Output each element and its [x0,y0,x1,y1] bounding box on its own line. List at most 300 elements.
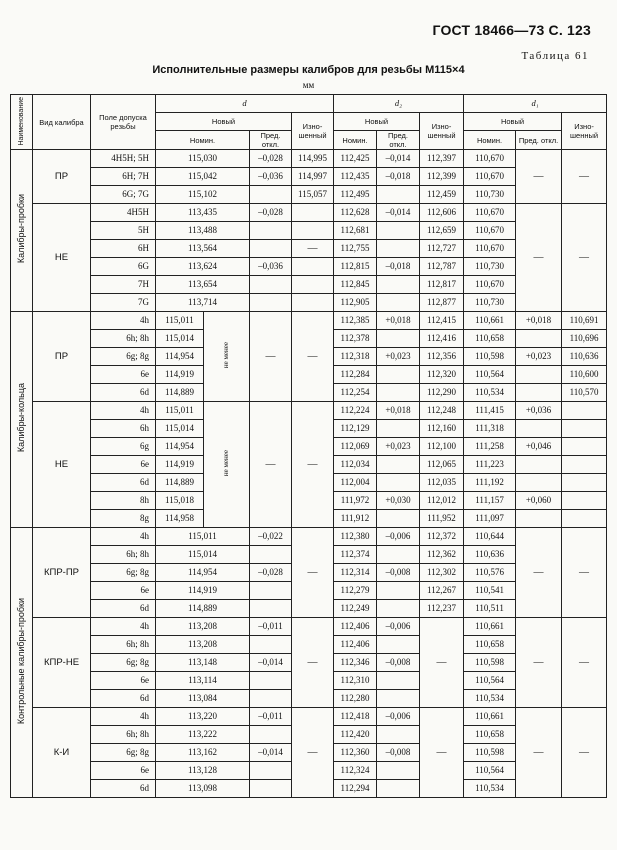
d2-worn: 112,320 [420,366,464,384]
d2-dev [377,582,420,600]
d2-dev: –0,014 [377,150,420,168]
d2-dev: –0,006 [377,708,420,726]
d1-worn: 110,636 [562,348,607,366]
d-worn: 115,057 [292,186,334,204]
tolerance-field: 6h; 8h [91,726,156,744]
d-dev: –0,036 [250,258,292,276]
d-nominal: 115,014 [156,420,204,438]
d-nominal: 115,011 [156,312,204,330]
d2-dev [377,474,420,492]
d2-nominal: 111,912 [334,510,377,528]
d1-worn [562,492,607,510]
d-worn: 114,997 [292,168,334,186]
d2-dev [377,222,420,240]
d-dev: –0,036 [250,168,292,186]
d2-worn: 112,237 [420,600,464,618]
d2-dev [377,762,420,780]
d2-worn: 112,100 [420,438,464,456]
d1-nominal: 110,670 [464,276,516,294]
d2-nominal: 112,628 [334,204,377,222]
d1-nominal: 110,661 [464,618,516,636]
d-dev: –0,011 [250,618,292,636]
d2-worn: — [420,618,464,708]
d-nominal: 113,624 [156,258,250,276]
d2-nominal: 112,004 [334,474,377,492]
d1-nominal: 110,730 [464,186,516,204]
d2-dev [377,240,420,258]
d2-dev-header: Пред. откл. [377,131,420,150]
d2-dev [377,780,420,798]
d-nominal: 113,128 [156,762,250,780]
d2-dev: +0,018 [377,402,420,420]
d-nominal: 114,889 [156,600,250,618]
d2-nominal: 112,418 [334,708,377,726]
tolerance-field: 6G [91,258,156,276]
d2-nominal: 112,279 [334,582,377,600]
d-nominal: 114,919 [156,456,204,474]
d1-nominal: 111,415 [464,402,516,420]
d2-dev: –0,006 [377,528,420,546]
d1-nominal: 110,534 [464,690,516,708]
d-worn: — [292,402,334,528]
d-nominal: 114,919 [156,582,250,600]
d-worn: 114,995 [292,150,334,168]
col-field-header: Поле допуска резьбы [91,95,156,150]
d1-worn [562,510,607,528]
d2-nominal: 112,905 [334,294,377,312]
tolerance-field: 6H [91,240,156,258]
d2-worn-header: Изно-шенный [420,113,464,150]
d1-worn: — [562,204,607,312]
tolerance-field: 5H [91,222,156,240]
d1-nominal: 111,157 [464,492,516,510]
d-dev: –0,028 [250,564,292,582]
d2-nominal: 112,845 [334,276,377,294]
d2-nominal: 111,972 [334,492,377,510]
d2-nominal: 112,378 [334,330,377,348]
d2-nominal: 112,318 [334,348,377,366]
d2-dev: –0,014 [377,204,420,222]
d2-worn: 112,397 [420,150,464,168]
d2-nominal: 112,755 [334,240,377,258]
tolerance-field: 8h [91,492,156,510]
d1-nominal: 110,511 [464,600,516,618]
d1-nominal: 110,534 [464,384,516,402]
tolerance-field: 6g [91,438,156,456]
table-row [11,528,607,546]
d2-nominal: 112,310 [334,672,377,690]
d2-worn: 112,035 [420,474,464,492]
group-d2-header: d₂ [334,95,464,113]
d-nominal: 114,954 [156,348,204,366]
d-nom-header: Номин. [156,131,250,150]
d-dev: –0,022 [250,528,292,546]
d1-dev: — [516,528,562,618]
d-nominal: 113,084 [156,690,250,708]
d-worn: — [292,528,334,618]
tolerance-field: 4h [91,708,156,726]
d2-worn: 112,160 [420,420,464,438]
d-dev: — [250,402,292,528]
d1-worn: — [562,618,607,708]
tolerance-field: 4h [91,402,156,420]
tolerance-field: 4H5H [91,204,156,222]
tolerance-field: 6h; 8h [91,330,156,348]
d2-dev: –0,006 [377,618,420,636]
d-nominal: 115,011 [156,528,250,546]
d1-dev: +0,036 [516,402,562,420]
d2-nominal: 112,681 [334,222,377,240]
d-worn [292,222,334,240]
d1-worn [562,420,607,438]
d-dev [250,582,292,600]
d2-nominal: 112,069 [334,438,377,456]
unit-label: мм [302,80,315,90]
d-nominal: 113,114 [156,672,250,690]
d1-worn [562,456,607,474]
document-header: ГОСТ 18466—73 С. 123 [432,22,591,38]
d1-dev-header: Пред. откл. [516,131,562,150]
d1-nominal: 110,564 [464,366,516,384]
calibre-kind: КПР-ПР [33,528,91,618]
d-nominal: 113,162 [156,744,250,762]
d2-worn: 112,817 [420,276,464,294]
d2-worn: 112,248 [420,402,464,420]
d2-nominal: 112,495 [334,186,377,204]
d2-nominal: 112,374 [334,546,377,564]
d1-nominal: 111,318 [464,420,516,438]
d1-dev: +0,060 [516,492,562,510]
d2-nominal: 112,380 [334,528,377,546]
d-nominal: 113,208 [156,618,250,636]
calibre-kind: К-И [33,708,91,798]
d-nominal: 115,014 [156,330,204,348]
tolerance-field: 6e [91,762,156,780]
d2-worn: 112,787 [420,258,464,276]
calibre-kind: ПР [33,312,91,402]
calibre-kind: НЕ [33,204,91,312]
d1-nominal: 110,564 [464,762,516,780]
calibre-table [10,94,607,798]
d2-dev [377,366,420,384]
d1-nominal: 110,541 [464,582,516,600]
table-header [11,95,607,150]
d2-worn: 112,727 [420,240,464,258]
d-dev [250,276,292,294]
d-nominal: 113,435 [156,204,250,222]
d2-dev [377,330,420,348]
tolerance-field: 4H5H; 5H [91,150,156,168]
d2-nominal: 112,294 [334,780,377,798]
d-worn: — [292,708,334,798]
col-kind-header: Вид калибра [33,95,91,150]
d1-nominal: 110,670 [464,240,516,258]
d-ne-menee [204,312,250,402]
d2-nominal: 112,280 [334,690,377,708]
d2-new-header: Новый [334,113,420,131]
d1-nom-header: Номин. [464,131,516,150]
group-name [11,150,33,312]
tolerance-field: 6e [91,672,156,690]
d-dev: –0,011 [250,708,292,726]
d1-nominal: 110,658 [464,636,516,654]
d-nominal: 113,220 [156,708,250,726]
d-dev [250,240,292,258]
d-dev [250,222,292,240]
d-dev: — [250,312,292,402]
table-body [11,150,607,798]
d1-nominal: 110,598 [464,744,516,762]
d-dev: –0,028 [250,150,292,168]
d2-nominal: 112,324 [334,762,377,780]
d2-dev [377,636,420,654]
d2-nominal: 112,254 [334,384,377,402]
d2-nominal: 112,385 [334,312,377,330]
d1-new-header: Новый [464,113,562,131]
d-nominal: 114,958 [156,510,204,528]
d2-dev: +0,018 [377,312,420,330]
d-nominal: 113,098 [156,780,250,798]
calibre-kind: НЕ [33,402,91,528]
tolerance-field: 6g; 8g [91,348,156,366]
tolerance-field: 4h [91,618,156,636]
d2-worn: 112,302 [420,564,464,582]
d1-nominal: 110,661 [464,708,516,726]
d2-worn: 112,416 [420,330,464,348]
d2-worn: 112,372 [420,528,464,546]
d1-dev [516,456,562,474]
tolerance-field: 6d [91,780,156,798]
d2-dev [377,510,420,528]
d2-dev: +0,023 [377,348,420,366]
d-dev [250,636,292,654]
d2-nominal: 112,420 [334,726,377,744]
group-name-label: Калибры-кольца [16,383,26,453]
d1-dev: +0,018 [516,312,562,330]
d-dev [250,690,292,708]
group-name [11,312,33,528]
group-name-label: Контрольные калибры-пробки [16,597,26,725]
d-dev [250,726,292,744]
d-nominal: 113,564 [156,240,250,258]
table-row [11,312,607,330]
d1-nominal: 110,564 [464,672,516,690]
tolerance-field: 6h [91,420,156,438]
col-name-header: Наименование [18,96,25,146]
d2-worn: 112,459 [420,186,464,204]
d-worn: — [292,240,334,258]
d2-nominal: 112,425 [334,150,377,168]
table-row [11,708,607,726]
d2-worn: 112,877 [420,294,464,312]
d-dev [250,294,292,312]
d1-nominal: 110,576 [464,564,516,582]
d1-nominal: 110,730 [464,294,516,312]
d2-nominal: 112,406 [334,636,377,654]
d1-nominal: 111,097 [464,510,516,528]
group-d1-header: d₁ [464,95,607,113]
d1-worn [562,474,607,492]
d-dev: –0,028 [250,204,292,222]
tolerance-field: 8g [91,510,156,528]
d1-nominal: 110,598 [464,654,516,672]
d2-dev: –0,008 [377,654,420,672]
d-dev-header: Пред. откл. [250,131,292,150]
d1-worn [562,438,607,456]
d2-dev [377,186,420,204]
table-row [11,150,607,168]
d2-worn: 112,659 [420,222,464,240]
tolerance-field: 6d [91,474,156,492]
d1-dev: — [516,708,562,798]
d1-worn: 110,600 [562,366,607,384]
d1-nominal: 110,661 [464,312,516,330]
d2-worn: 112,290 [420,384,464,402]
d1-nominal: 111,258 [464,438,516,456]
d1-nominal: 110,730 [464,258,516,276]
d1-dev: — [516,150,562,204]
d-nominal: 115,011 [156,402,204,420]
d1-dev [516,366,562,384]
d2-dev [377,672,420,690]
d2-dev: –0,008 [377,744,420,762]
d2-dev: +0,023 [377,438,420,456]
d2-dev: –0,018 [377,258,420,276]
tolerance-field: 6e [91,366,156,384]
d-dev: –0,014 [250,744,292,762]
d1-dev [516,510,562,528]
d2-nominal: 112,284 [334,366,377,384]
d1-dev [516,330,562,348]
d1-dev: +0,046 [516,438,562,456]
d2-dev [377,276,420,294]
table-row [11,402,607,420]
d-nominal: 115,102 [156,186,250,204]
d-nominal: 114,889 [156,384,204,402]
d1-dev: +0,023 [516,348,562,366]
d-nominal: 114,889 [156,474,204,492]
d2-worn: 112,012 [420,492,464,510]
d2-dev [377,690,420,708]
d-nominal: 113,654 [156,276,250,294]
d-worn [292,276,334,294]
table-title: Исполнительные размеры калибров для резьбы М115×4 [152,64,465,76]
d-nominal: 113,208 [156,636,250,654]
d2-worn: 112,065 [420,456,464,474]
d2-worn: 112,415 [420,312,464,330]
d2-nominal: 112,360 [334,744,377,762]
d1-nominal: 110,636 [464,546,516,564]
d-worn: — [292,618,334,708]
d-dev: –0,014 [250,654,292,672]
d1-worn-header: Изно-шенный [562,113,607,150]
d2-dev: +0,030 [377,492,420,510]
tolerance-field: 6d [91,600,156,618]
d1-nominal: 110,670 [464,204,516,222]
tolerance-field: 6d [91,384,156,402]
tolerance-field: 7G [91,294,156,312]
d-dev [250,546,292,564]
d-nominal: 115,014 [156,546,250,564]
tolerance-field: 6d [91,690,156,708]
tolerance-field: 6g; 8g [91,564,156,582]
d1-worn: 110,691 [562,312,607,330]
d2-nominal: 112,435 [334,168,377,186]
d2-nominal: 112,034 [334,456,377,474]
d1-dev [516,384,562,402]
d2-dev: –0,018 [377,168,420,186]
tolerance-field: 6e [91,582,156,600]
d2-nominal: 112,224 [334,402,377,420]
table-row [11,204,607,222]
d2-worn: — [420,708,464,798]
tolerance-field: 6h; 8h [91,546,156,564]
d2-nominal: 112,346 [334,654,377,672]
d-worn: — [292,312,334,402]
d-new-header: Новый [156,113,292,131]
d-worn [292,204,334,222]
d1-nominal: 110,670 [464,150,516,168]
tolerance-field: 6g; 8g [91,654,156,672]
d1-dev: — [516,204,562,312]
d2-nominal: 112,815 [334,258,377,276]
d2-nominal: 112,249 [334,600,377,618]
d2-dev: –0,008 [377,564,420,582]
d1-worn [562,402,607,420]
d1-dev [516,420,562,438]
d1-worn: — [562,708,607,798]
d2-dev [377,546,420,564]
d-worn [292,258,334,276]
d-nominal: 113,222 [156,726,250,744]
d-dev [250,600,292,618]
d2-nominal: 112,406 [334,618,377,636]
d1-nominal: 111,192 [464,474,516,492]
d2-nominal: 112,129 [334,420,377,438]
d2-worn: 111,952 [420,510,464,528]
table-row [11,618,607,636]
d1-nominal: 110,534 [464,780,516,798]
d1-nominal: 110,658 [464,330,516,348]
d-nominal: 115,018 [156,492,204,510]
d1-nominal: 110,658 [464,726,516,744]
d-nominal: 114,919 [156,366,204,384]
d-nominal: 115,042 [156,168,250,186]
d1-dev: — [516,618,562,708]
d-nominal: 115,030 [156,150,250,168]
d1-nominal: 110,644 [464,528,516,546]
tolerance-field: 6g; 8g [91,744,156,762]
d1-dev [516,474,562,492]
d2-worn: 112,399 [420,168,464,186]
group-name [11,528,33,798]
tolerance-field: 7H [91,276,156,294]
d1-nominal: 110,598 [464,348,516,366]
d-nominal: 113,488 [156,222,250,240]
d2-nominal: 112,314 [334,564,377,582]
d-dev [250,672,292,690]
d1-worn: 110,570 [562,384,607,402]
d1-worn: 110,696 [562,330,607,348]
d1-worn: — [562,150,607,204]
d1-nominal: 110,670 [464,222,516,240]
d2-worn: 112,362 [420,546,464,564]
group-name-label: Калибры-пробки [16,194,26,264]
d-dev [250,762,292,780]
d-ne-menee-label: не менее [222,341,230,369]
d2-worn: 112,356 [420,348,464,366]
d-ne-menee-label: не менее [222,449,230,477]
